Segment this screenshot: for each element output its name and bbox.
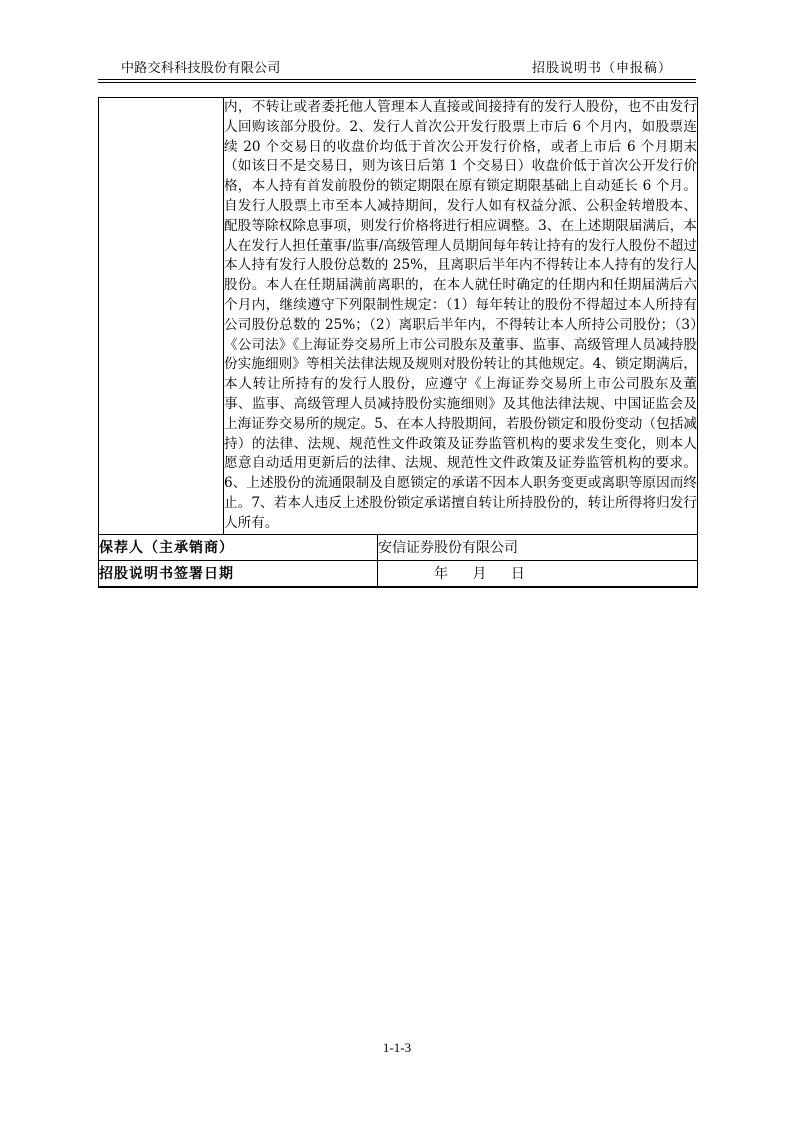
signing-date-value: 年 月 日 <box>378 560 698 587</box>
page-number: 1-1-3 <box>382 1040 412 1055</box>
header-rule <box>98 79 696 80</box>
header-document-type: 招股说明书（申报稿） <box>531 61 672 76</box>
commitment-text: 内，不转让或者委托他人管理本人直接或间接持有的发行人股份，也不由发行人回购该部分股份。2、发行人首次公开发行股票上市后 6 个月内，如股票连续 20 个交易日的收盘价均低于首次公开发行价格，或者上市后 6 个月期末（如该日不是交易日，则为该日后第 1 个交易日）收盘价低于首次公开发行价格，本人持有首发前股份的锁定期限在原有锁定期限基础上自动延长 6 个月。自发行人股票上市至本人减持期间，发行人如有权益分派、公积金转增股本、配股等除权除息事项，则发行价格将进行相应调整。3、在上述期限届满后，本人在发行人担任董事/监事/高级管理人员期间每年转让持有的发行人股份不超过本人持有发行人股份总数的 25%，且离职后半年内不得转让本人持有的发行人股份。本人在任期届满前离职的，在本人就任时确定的任期内和任期届满后六个月内，继续遵守下列限制性规定：（1）每年转让的股份不得超过本人所持有公司股份总数的 25%；（2）离职后半年内，不得转让本人所持公司股份；（3）《公司法》《上海证券交易所上市公司股东及董事、监事、高级管理人员减持股份实施细则》等相关法律法规及规则对股份转让的其他规定。4、锁定期满后，本人转让所持有的发行人股份，应遵守《上海证券交易所上市公司股东及董事、监事、高级管理人员减持股份实施细则》及其他法律法规、中国证监会及上海证券交易所的规定。5、在本人持股期间，若股份锁定和股份变动（包括减持）的法律、法规、规范性文件政策及证券监管机构的要求发生变化，则本人愿意自动适用更新后的法律、法规、规范性文件政策及证券监管机构的要求。6、上述股份的流通限制及自愿锁定的承诺不因本人职务变更或离职等原因而终止。7、若本人违反上述股份锁定承诺擅自转让所持股份的，转让所得将归发行人所有。 <box>224 98 698 535</box>
header-rule-thin <box>98 82 696 83</box>
signing-date-row <box>99 560 698 587</box>
info-table <box>98 97 698 588</box>
signing-date-label: 招股说明书签署日期 <box>99 560 378 587</box>
sponsor-label: 保荐人（主承销商） <box>99 534 378 560</box>
commitment-row <box>99 98 698 535</box>
sponsor-row <box>99 534 698 560</box>
empty-left-cell <box>99 98 224 535</box>
header-company-name: 中路交科科技股份有限公司 <box>121 61 281 76</box>
sponsor-value: 安信证券股份有限公司 <box>378 534 698 560</box>
